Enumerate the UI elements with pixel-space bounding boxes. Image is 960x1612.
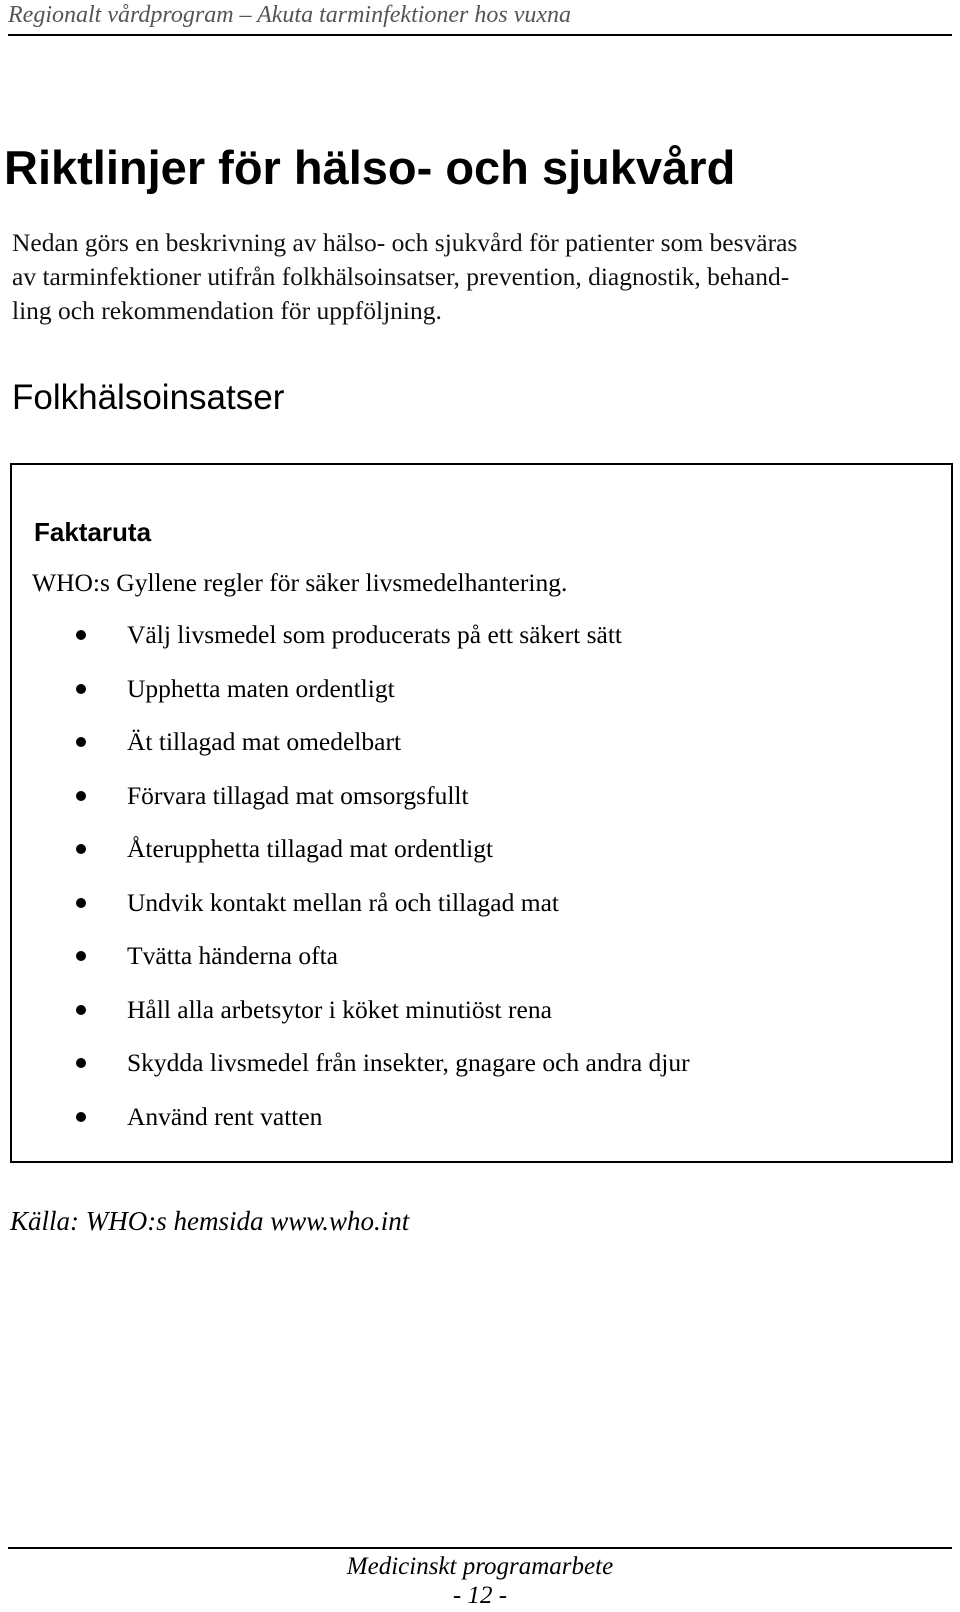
bullet-icon [76, 684, 86, 694]
fact-box [10, 463, 953, 1163]
footer-text: Medicinskt programarbete [346, 1553, 614, 1580]
running-header: Regionalt vårdprogram – Akuta tarminfektioner hos vuxna [8, 2, 572, 28]
bullet-icon [76, 898, 86, 908]
bullet-icon [76, 951, 86, 961]
list-item-text: Ät tillagad mat omedelbart [127, 727, 402, 756]
intro-line: Nedan görs en beskrivning av hälso- och sjukvård för patienter som besväras [12, 228, 798, 257]
bullet-icon [76, 1058, 86, 1068]
bullet-icon [76, 737, 86, 747]
bullet-icon [76, 791, 86, 801]
list-item-text: Tvätta händerna ofta [127, 941, 338, 970]
header-divider [8, 34, 952, 36]
list-item-text: Förvara tillagad mat omsorgsfullt [127, 780, 469, 810]
bullet-icon [76, 1005, 86, 1015]
bullet-icon [76, 630, 86, 640]
list-item-text: Använd rent vatten [127, 1101, 323, 1131]
fact-box-title: Faktaruta [34, 517, 152, 547]
intro-line: av tarminfektioner utifrån folkhälsoinsatser, prevention, diagnostik, behand- [12, 262, 790, 291]
section-heading: Folkhälsoinsatser [12, 378, 285, 417]
list-item-text: Skydda livsmedel från insekter, gnagare och andra djur [127, 1048, 690, 1077]
footer-divider [8, 1547, 952, 1549]
intro-paragraph [12, 226, 952, 328]
list-item-text: Upphetta maten ordentligt [127, 673, 395, 703]
intro-line: ling och rekommendation för uppföljning. [12, 296, 442, 325]
list-item-text: Återupphetta tillagad mat ordentligt [127, 834, 494, 863]
bullet-icon [76, 844, 86, 854]
list-item-text: Håll alla arbetsytor i köket minutiöst rena [127, 994, 552, 1024]
page-title: Riktlinjer för hälso- och sjukvård [4, 141, 736, 194]
fact-box-intro: WHO:s Gyllene regler för säker livsmedelhantering. [32, 568, 568, 597]
bullet-icon [76, 1112, 86, 1122]
list-item-text: Undvik kontakt mellan rå och tillagad mat [127, 887, 559, 917]
source-note: Källa: WHO:s hemsida www.who.int [10, 1206, 410, 1236]
page-number: - 12 - [452, 1582, 508, 1609]
list-item-text: Välj livsmedel som producerats på ett säkert sätt [127, 620, 622, 649]
